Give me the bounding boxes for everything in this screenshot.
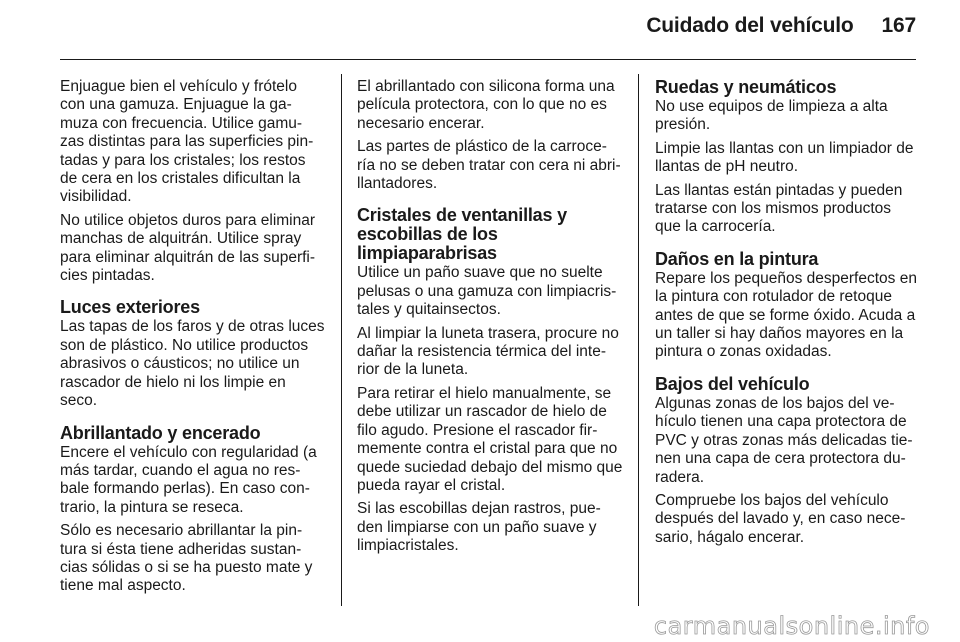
heading-luces-exteriores: Luces exteriores — [60, 297, 200, 318]
paragraph: Las llantas están pintadas y pueden tratarse con los mismos productos que la carrocería. — [655, 181, 903, 236]
watermark: carmanualsonline.info — [653, 612, 930, 640]
paragraph: Limpie las llantas con un limpiador de llantas de pH neutro. — [655, 139, 914, 176]
paragraph: Sólo es necesario abrillantar la pin-tura si ésta tiene adheridas sustan-cias sólidas o si se ha puesto mate y tiene mal aspecto. — [60, 522, 313, 595]
paragraph: Utilice un paño suave que no suelte pelusas o una gamuza con limpiacris-tales y quitainsectos. — [357, 264, 617, 319]
header-divider — [60, 59, 916, 60]
column-divider-2 — [638, 74, 639, 606]
heading-ruedas: Ruedas y neumáticos — [655, 77, 837, 97]
heading-danos: Daños en la pintura — [655, 248, 819, 269]
section-title: Cuidado del vehículo — [646, 14, 854, 37]
column-divider-1 — [341, 74, 342, 606]
paragraph: Al limpiar la luneta trasera, procure no dañar la resistencia térmica del inte-rior de la luneta. — [357, 324, 619, 379]
page-number: 167 — [881, 14, 916, 37]
paragraph: No use equipos de limpieza a alta presión. — [655, 98, 888, 134]
paragraph: Si las escobillas dejan rastros, pue-den limpiarse con un paño suave y limpiacristales. — [357, 500, 601, 555]
heading-abrillantado: Abrillantado y encerado — [60, 422, 261, 443]
paragraph: El abrillantado con silicona forma una película protectora, con lo que no es necesario encerar. — [357, 78, 615, 132]
column-1 — [60, 78, 326, 601]
paragraph: No utilice objetos duros para eliminar manchas de alquitrán. Utilice spray para eliminar alquitrán de las superfi-cies pintadas. — [60, 211, 316, 285]
page-header — [646, 14, 916, 38]
paragraph: Repare los pequeños desperfectos en la pintura con rotulador de retoque antes de que se forme óxido. Acuda a un taller si hay daños mayores en la pintura o zonas oxidadas. — [655, 269, 917, 361]
paragraph: Enjuague bien el vehículo y frótelo con una gamuza. Enjuague la ga-muza con frecuencia. Utilice gamu-zas distintas para las superficies pin-tadas y para los cristales; los restos de cera en los cristales dificultan la visibilidad. — [60, 78, 314, 206]
paragraph: Encere el vehículo con regularidad (a más tardar, cuando el agua no res-bale formando perlas). En caso con-trario, la pintura se reseca. — [60, 443, 317, 516]
heading-bajos: Bajos del vehículo — [655, 373, 810, 394]
column-3 — [655, 78, 921, 552]
paragraph: Las tapas de los faros y de otras luces son de plástico. No utilice productos abrasivos o cáusticos; no utilice un rascador de hielo ni los limpie en seco. — [60, 318, 325, 410]
column-2 — [357, 78, 623, 561]
paragraph: Compruebe los bajos del vehículo después del lavado y, en caso nece-sario, hágalo encerar. — [655, 491, 906, 546]
paragraph: Las partes de plástico de la carroce-ría no se deben tratar con cera ni abri-llantadores. — [357, 138, 621, 193]
paragraph: Para retirar el hielo manualmente, se debe utilizar un rascador de hielo de filo agudo. Presione el rascador fir-memente contra el cristal para que no quede suciedad debajo del mismo que pueda rayar el cristal. — [357, 384, 623, 494]
paragraph: Algunas zonas de los bajos del ve-hículo tienen una capa protectora de PVC y otras zonas más delicadas tie-nen una capa de cera protectora du-radera. — [655, 394, 913, 486]
heading-cristales: Cristales de ventanillas y escobillas de los limpiaparabrisas — [357, 205, 567, 264]
